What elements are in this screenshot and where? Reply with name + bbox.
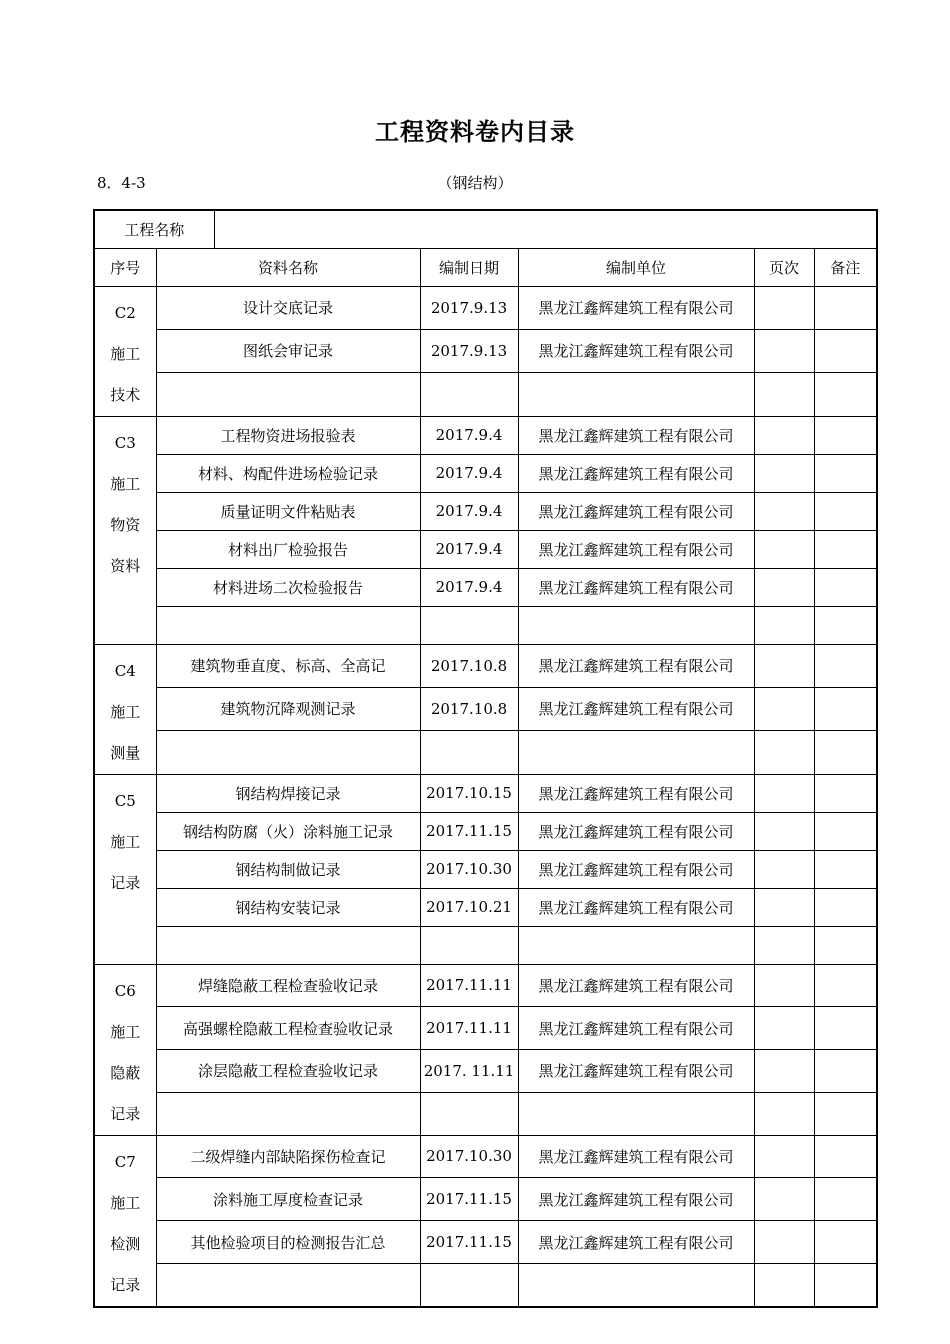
doc-name-cell: 钢结构安装记录 xyxy=(156,888,420,926)
group-label-line: C3 xyxy=(114,433,136,452)
group-label-line: 施工 xyxy=(110,474,141,493)
doc-pages-cell xyxy=(754,606,814,644)
doc-name-cell xyxy=(156,1092,420,1135)
doc-name-cell: 高强螺栓隐蔽工程检查验收记录 xyxy=(156,1007,420,1050)
doc-name-cell xyxy=(156,373,420,416)
group-label-line: 检测 xyxy=(110,1234,141,1253)
doc-date-cell: 2017.10.8 xyxy=(420,687,518,730)
doc-notes-cell xyxy=(814,373,877,416)
table-row xyxy=(94,1135,877,1178)
table-row xyxy=(94,606,877,644)
table-row xyxy=(94,812,877,850)
doc-date-cell xyxy=(420,606,518,644)
table-row xyxy=(94,1050,877,1093)
doc-notes-cell xyxy=(814,926,877,964)
doc-pages-cell xyxy=(754,644,814,687)
doc-unit-cell: 黑龙江鑫辉建筑工程有限公司 xyxy=(518,644,754,687)
doc-name-cell: 焊缝隐蔽工程检查验收记录 xyxy=(156,964,420,1007)
table-row xyxy=(94,1264,877,1307)
doc-name-cell: 质量证明文件粘贴表 xyxy=(156,492,420,530)
doc-pages-cell xyxy=(754,687,814,730)
doc-date-cell: 2017.9.4 xyxy=(420,568,518,606)
group-label xyxy=(94,286,156,416)
doc-name-cell: 工程物资进场报验表 xyxy=(156,416,420,454)
doc-date-cell xyxy=(420,926,518,964)
doc-notes-cell xyxy=(814,731,877,774)
table-row xyxy=(94,926,877,964)
doc-pages-cell xyxy=(754,1178,814,1221)
doc-pages-cell xyxy=(754,454,814,492)
doc-date-cell: 2017.9.13 xyxy=(420,286,518,329)
doc-notes-cell xyxy=(814,1050,877,1093)
doc-unit-cell: 黑龙江鑫辉建筑工程有限公司 xyxy=(518,329,754,372)
table-row xyxy=(94,492,877,530)
doc-unit-cell: 黑龙江鑫辉建筑工程有限公司 xyxy=(518,568,754,606)
doc-pages-cell xyxy=(754,1135,814,1178)
doc-notes-cell xyxy=(814,644,877,687)
header-date: 编制日期 xyxy=(420,248,518,286)
doc-unit-cell: 黑龙江鑫辉建筑工程有限公司 xyxy=(518,1007,754,1050)
table-row xyxy=(94,568,877,606)
doc-unit-cell: 黑龙江鑫辉建筑工程有限公司 xyxy=(518,416,754,454)
doc-unit-cell: 黑龙江鑫辉建筑工程有限公司 xyxy=(518,774,754,812)
doc-unit-cell: 黑龙江鑫辉建筑工程有限公司 xyxy=(518,812,754,850)
doc-unit-cell: 黑龙江鑫辉建筑工程有限公司 xyxy=(518,964,754,1007)
doc-name-cell: 钢结构焊接记录 xyxy=(156,774,420,812)
doc-name-cell xyxy=(156,926,420,964)
doc-pages-cell xyxy=(754,964,814,1007)
doc-date-cell xyxy=(420,1092,518,1135)
doc-name-cell: 二级焊缝内部缺陷探伤检查记 xyxy=(156,1135,420,1178)
doc-pages-cell xyxy=(754,926,814,964)
doc-pages-cell xyxy=(754,373,814,416)
header-name: 资料名称 xyxy=(156,248,420,286)
table-row xyxy=(94,850,877,888)
document-code: 8．4-3 xyxy=(97,174,146,192)
doc-unit-cell: 黑龙江鑫辉建筑工程有限公司 xyxy=(518,530,754,568)
doc-pages-cell xyxy=(754,329,814,372)
doc-pages-cell xyxy=(754,568,814,606)
group-label xyxy=(94,774,156,964)
table-row xyxy=(94,731,877,774)
doc-unit-cell xyxy=(518,1264,754,1307)
doc-date-cell: 2017.9.4 xyxy=(420,416,518,454)
doc-notes-cell xyxy=(814,606,877,644)
doc-pages-cell xyxy=(754,1007,814,1050)
group-label xyxy=(94,964,156,1135)
table-row xyxy=(94,964,877,1007)
doc-name-cell: 钢结构防腐（火）涂料施工记录 xyxy=(156,812,420,850)
doc-unit-cell: 黑龙江鑫辉建筑工程有限公司 xyxy=(518,1178,754,1221)
doc-unit-cell xyxy=(518,1092,754,1135)
doc-date-cell: 2017.10.21 xyxy=(420,888,518,926)
header-row xyxy=(94,248,877,286)
group-label-line: C6 xyxy=(114,981,136,1000)
doc-pages-cell xyxy=(754,774,814,812)
catalog-table xyxy=(93,209,878,1308)
doc-date-cell: 2017.10.15 xyxy=(420,774,518,812)
doc-unit-cell: 黑龙江鑫辉建筑工程有限公司 xyxy=(518,286,754,329)
doc-notes-cell xyxy=(814,1178,877,1221)
doc-notes-cell xyxy=(814,812,877,850)
group-label-line: 资料 xyxy=(110,556,141,575)
doc-notes-cell xyxy=(814,568,877,606)
doc-notes-cell xyxy=(814,329,877,372)
table-row xyxy=(94,1221,877,1264)
doc-name-cell: 涂层隐蔽工程检查验收记录 xyxy=(156,1050,420,1093)
doc-pages-cell xyxy=(754,888,814,926)
doc-pages-cell xyxy=(754,731,814,774)
table-row xyxy=(94,1178,877,1221)
page-title: 工程资料卷内目录 xyxy=(375,118,575,146)
doc-notes-cell xyxy=(814,530,877,568)
group-label-line: 施工 xyxy=(110,344,141,363)
table-row xyxy=(94,454,877,492)
doc-date-cell: 2017.11.15 xyxy=(420,1221,518,1264)
doc-date-cell: 2017.9.4 xyxy=(420,492,518,530)
header-seq: 序号 xyxy=(94,248,156,286)
table-row xyxy=(94,1007,877,1050)
doc-notes-cell xyxy=(814,850,877,888)
group-label-line: 隐蔽 xyxy=(110,1063,141,1082)
group-label-line: 记录 xyxy=(110,873,141,892)
group-label-line: 测量 xyxy=(110,743,141,762)
table-row xyxy=(94,530,877,568)
doc-notes-cell xyxy=(814,1135,877,1178)
doc-unit-cell: 黑龙江鑫辉建筑工程有限公司 xyxy=(518,1135,754,1178)
header-unit: 编制单位 xyxy=(518,248,754,286)
group-label-line: 施工 xyxy=(110,1022,141,1041)
project-name-row xyxy=(94,210,877,248)
table-row xyxy=(94,329,877,372)
doc-date-cell xyxy=(420,731,518,774)
doc-notes-cell xyxy=(814,1092,877,1135)
group-label-line: C5 xyxy=(114,791,136,810)
doc-notes-cell xyxy=(814,774,877,812)
project-name-value[interactable] xyxy=(214,210,877,248)
table-row xyxy=(94,888,877,926)
group-label-line: 记录 xyxy=(110,1104,141,1123)
doc-pages-cell xyxy=(754,416,814,454)
doc-pages-cell xyxy=(754,492,814,530)
doc-pages-cell xyxy=(754,812,814,850)
doc-unit-cell xyxy=(518,606,754,644)
doc-date-cell: 2017.9.4 xyxy=(420,530,518,568)
doc-notes-cell xyxy=(814,492,877,530)
page-subtitle: （钢结构） xyxy=(437,174,513,192)
group-label-line: C2 xyxy=(114,303,136,322)
doc-unit-cell: 黑龙江鑫辉建筑工程有限公司 xyxy=(518,454,754,492)
group-label-line: 施工 xyxy=(110,1193,141,1212)
doc-pages-cell xyxy=(754,1264,814,1307)
doc-date-cell: 2017.11.15 xyxy=(420,1178,518,1221)
doc-name-cell: 图纸会审记录 xyxy=(156,329,420,372)
doc-notes-cell xyxy=(814,1264,877,1307)
doc-name-cell: 材料进场二次检验报告 xyxy=(156,568,420,606)
group-label-line: C7 xyxy=(114,1152,136,1171)
doc-name-cell: 材料、构配件进场检验记录 xyxy=(156,454,420,492)
doc-date-cell: 2017.11.15 xyxy=(420,812,518,850)
doc-unit-cell: 黑龙江鑫辉建筑工程有限公司 xyxy=(518,687,754,730)
doc-unit-cell: 黑龙江鑫辉建筑工程有限公司 xyxy=(518,492,754,530)
doc-date-cell: 2017.9.13 xyxy=(420,329,518,372)
table-row xyxy=(94,416,877,454)
doc-notes-cell xyxy=(814,1007,877,1050)
doc-date-cell: 2017.10.8 xyxy=(420,644,518,687)
group-label-line: 记录 xyxy=(110,1275,141,1294)
group-label-line: C4 xyxy=(114,661,136,680)
doc-unit-cell: 黑龙江鑫辉建筑工程有限公司 xyxy=(518,888,754,926)
doc-name-cell: 建筑物垂直度、标高、全高记 xyxy=(156,644,420,687)
header-pages: 页次 xyxy=(754,248,814,286)
group-label-line: 技术 xyxy=(110,385,141,404)
doc-pages-cell xyxy=(754,1050,814,1093)
group-label-line: 施工 xyxy=(110,832,141,851)
table-row xyxy=(94,644,877,687)
doc-date-cell xyxy=(420,373,518,416)
table-row xyxy=(94,286,877,329)
doc-pages-cell xyxy=(754,850,814,888)
doc-date-cell: 2017.11.11 xyxy=(420,964,518,1007)
doc-date-cell: 2017.9.4 xyxy=(420,454,518,492)
doc-name-cell xyxy=(156,1264,420,1307)
doc-notes-cell xyxy=(814,888,877,926)
doc-notes-cell xyxy=(814,416,877,454)
doc-name-cell: 建筑物沉降观测记录 xyxy=(156,687,420,730)
group-label xyxy=(94,416,156,644)
doc-name-cell: 其他检验项目的检测报告汇总 xyxy=(156,1221,420,1264)
doc-name-cell xyxy=(156,606,420,644)
doc-pages-cell xyxy=(754,1092,814,1135)
doc-notes-cell xyxy=(814,454,877,492)
doc-pages-cell xyxy=(754,1221,814,1264)
doc-date-cell: 2017.10.30 xyxy=(420,1135,518,1178)
doc-date-cell: 2017.10.30 xyxy=(420,850,518,888)
group-label xyxy=(94,1135,156,1307)
table-row xyxy=(94,373,877,416)
doc-name-cell: 钢结构制做记录 xyxy=(156,850,420,888)
group-label xyxy=(94,644,156,774)
doc-unit-cell: 黑龙江鑫辉建筑工程有限公司 xyxy=(518,1221,754,1264)
doc-name-cell: 涂料施工厚度检查记录 xyxy=(156,1178,420,1221)
doc-notes-cell xyxy=(814,1221,877,1264)
doc-unit-cell xyxy=(518,926,754,964)
doc-name-cell: 设计交底记录 xyxy=(156,286,420,329)
group-label-line: 施工 xyxy=(110,702,141,721)
doc-unit-cell: 黑龙江鑫辉建筑工程有限公司 xyxy=(518,850,754,888)
doc-pages-cell xyxy=(754,530,814,568)
doc-unit-cell xyxy=(518,373,754,416)
doc-notes-cell xyxy=(814,687,877,730)
table-row xyxy=(94,774,877,812)
doc-notes-cell xyxy=(814,964,877,1007)
doc-name-cell: 材料出厂检验报告 xyxy=(156,530,420,568)
table-row xyxy=(94,687,877,730)
doc-name-cell xyxy=(156,731,420,774)
table-row xyxy=(94,1092,877,1135)
project-name-label: 工程名称 xyxy=(94,210,214,248)
doc-unit-cell xyxy=(518,731,754,774)
doc-date-cell xyxy=(420,1264,518,1307)
doc-notes-cell xyxy=(814,286,877,329)
header-notes: 备注 xyxy=(814,248,877,286)
group-label-line: 物资 xyxy=(110,515,141,534)
doc-date-cell: 2017.11.11 xyxy=(420,1007,518,1050)
doc-date-cell: 2017. 11.11 xyxy=(420,1050,518,1093)
doc-unit-cell: 黑龙江鑫辉建筑工程有限公司 xyxy=(518,1050,754,1093)
doc-pages-cell xyxy=(754,286,814,329)
